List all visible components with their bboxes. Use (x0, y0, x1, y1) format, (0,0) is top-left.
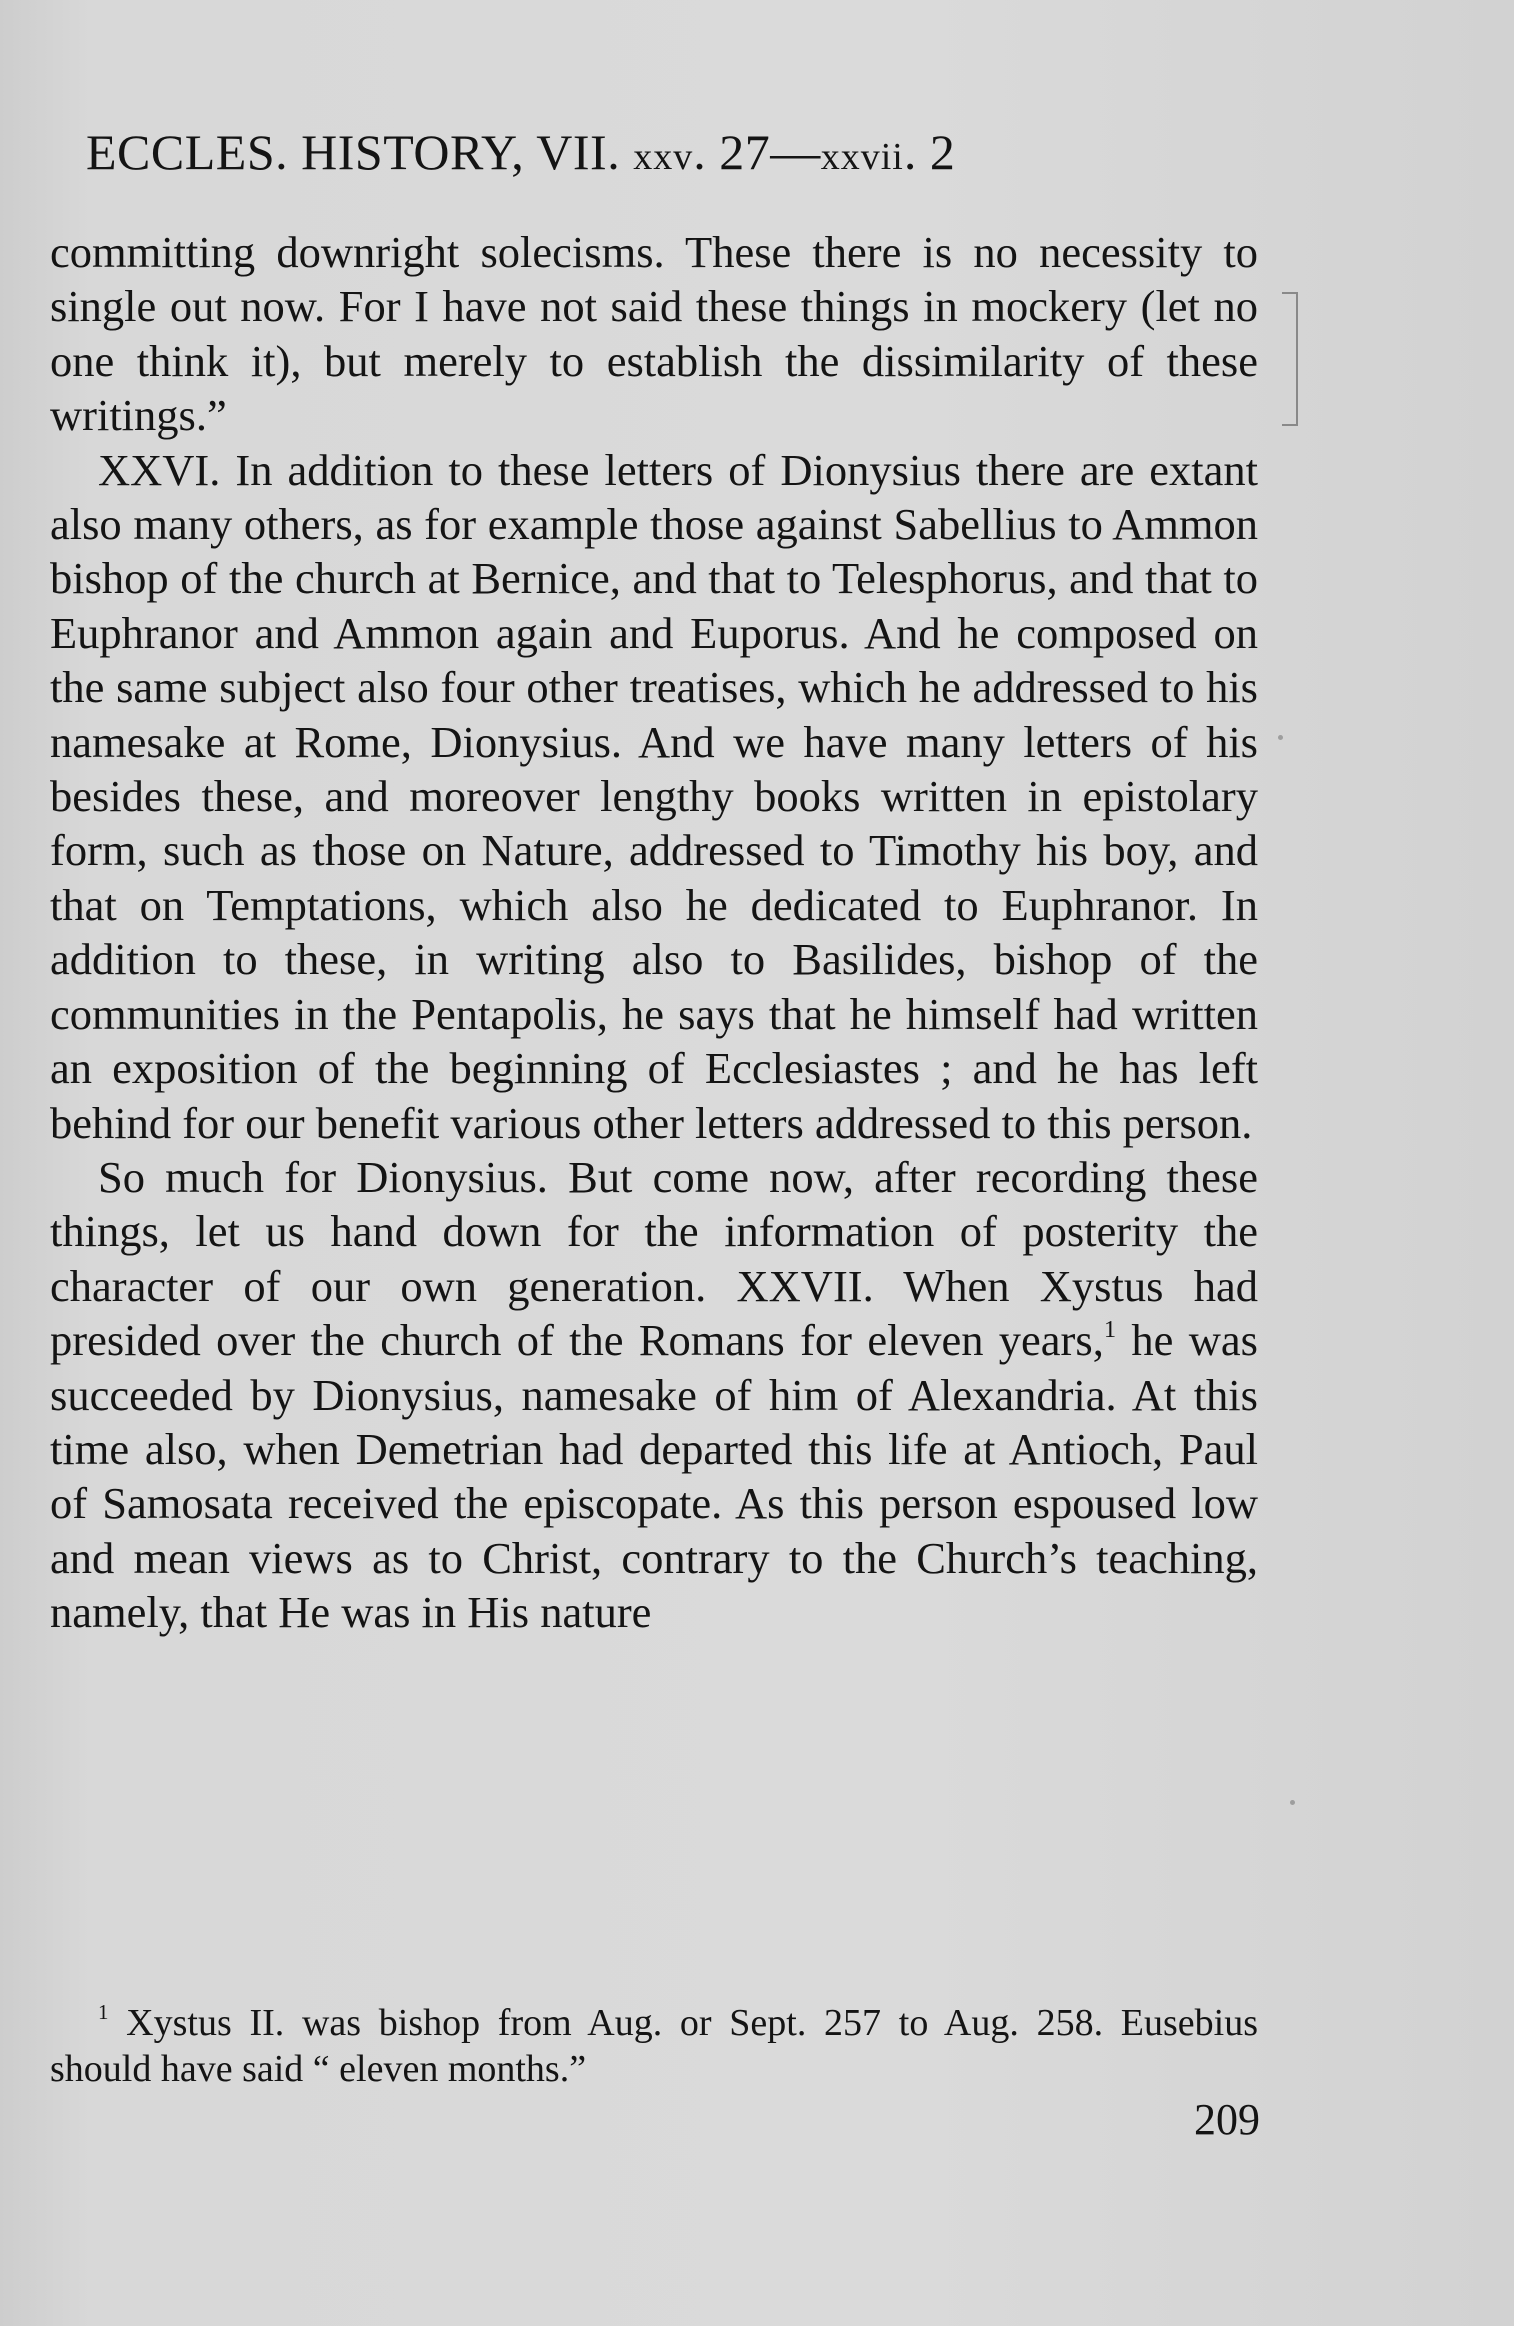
footnote-reference[interactable]: 1 (1103, 1315, 1117, 1343)
running-head-ref-end-num: . 2 (903, 124, 956, 180)
running-head-ref-start: xxv (633, 136, 694, 178)
footnote-marker: 1 (98, 2000, 109, 2025)
paragraph-3-part-1: So much for Dionysius. But come now, after recording these things, let us hand down for the information of posterity the character of our own generation. XXVII. When Xystus had presided over the church of the Romans for eleven years, (50, 1151, 1258, 1366)
running-head (86, 122, 1266, 187)
page-number: 209 (1194, 2095, 1260, 2144)
margin-bracket-mark (1282, 292, 1298, 426)
margin-speck (1290, 1800, 1295, 1805)
footnote-1 (50, 2000, 1258, 2092)
paragraph-1: committing downright solecisms. These there is no necessity to single out now. For I have not said these things in mockery (let no one think it), but merely to establish the dissimilarity of these writings.” (50, 227, 1258, 441)
main-text (50, 225, 1258, 1640)
margin-speck (1278, 735, 1283, 740)
footnotes (50, 2000, 1258, 2092)
running-head-ref-end: xxvii (820, 136, 904, 178)
running-head-title: ECCLES. HISTORY, VII. (86, 124, 621, 180)
paragraph-3-part-2: he was succeeded by Dionysius, namesake of him of Alexandria. At this time also, when Demetrian had departed this life at Antioch, Paul of Samosata received the episcopate. As this person espoused low and mean views as to Christ, contrary to the Church’s teaching, namely, that He was in His nature (50, 1315, 1258, 1638)
running-head-ref-start-num: . 27— (693, 124, 821, 180)
paragraph-2: XXVI. In addition to these letters of Dionysius there are extant also many others, as for example those against Sabellius to Ammon bishop of the church at Bernice, and that to Telesphorus, and that to Euphranor and Ammon again and Euporus. And he composed on the same subject also four other treatises, which he addressed to his namesake at Rome, Dionysius. And we have many letters of his besides these, and moreover lengthy books written in epistolary form, such as those on Nature, addressed to Timothy his boy, and that on Temptations, which also he dedicated to Euphranor. In addition to these, in writing also to Basilides, bishop of the communities in the Pentapolis, he says that he himself had written an exposition of the beginning of Ecclesiastes ; and he has left behind for our benefit various other letters addressed to this person. (50, 444, 1258, 1148)
paragraph-3 (50, 1150, 1258, 1640)
footnote-text: Xystus II. was bishop from Aug. or Sept. 257 to Aug. 258. Eusebius should have said “ eleven months.” (50, 2002, 1258, 2090)
